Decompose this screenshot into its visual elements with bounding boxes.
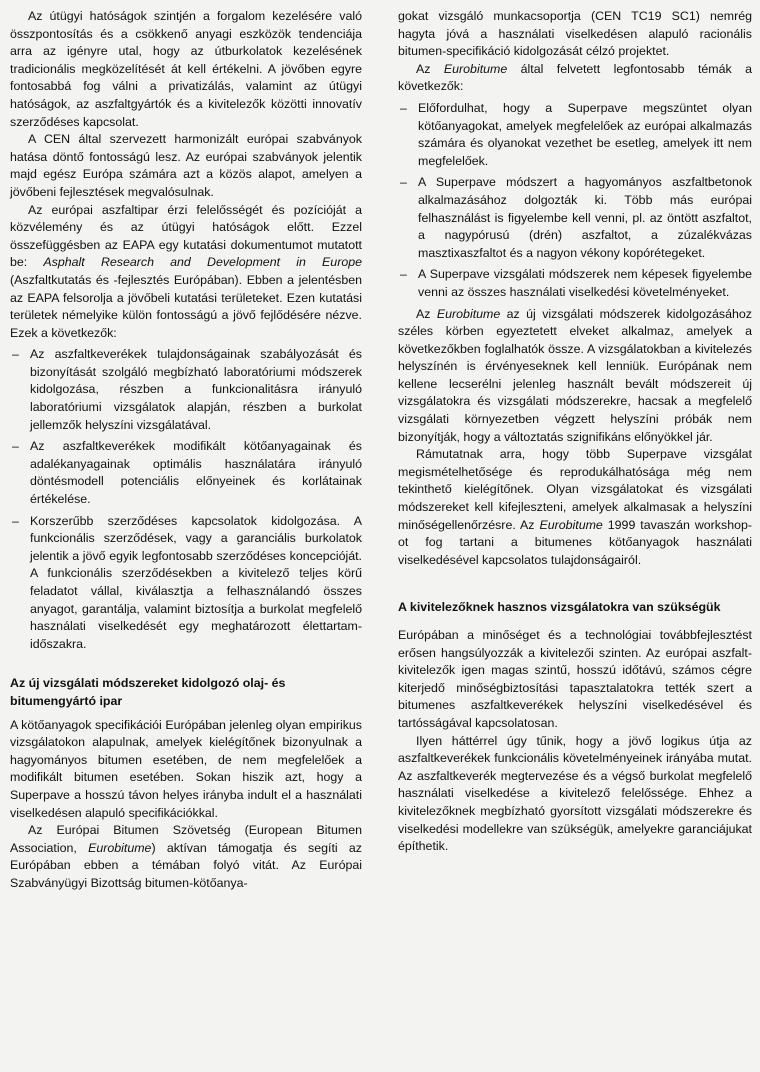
list-item-text: Az aszfaltkeverékek tulajdonságainak szabályozását és bizonyítását szolgáló megbízható laboratóriumi módszerek kidolgozása, részben a funkcionalitásra irányuló laboratóriumi vizsgálatok alapján, részben a burkolat jellemzők helyszíni vizsgálatával. bbox=[30, 347, 362, 432]
text-run: ) aktívan támogatja és segíti az Európában ebben a témában folyó vitát. Az Európai Szabványügyi Bizottság bitumen-kötőanya- bbox=[10, 840, 362, 890]
organization-name: Eurobitume bbox=[443, 61, 508, 76]
organization-name: Eurobitume bbox=[539, 517, 603, 532]
list-item bbox=[398, 100, 752, 170]
paragraph: A kötőanyagok specifikációi Európában jelenleg olyan empirikus vizsgálatokon alapulnak, amelyek kielégítőnek bizonyulnak a hagyományos bitumen esetében, de nem megfelelőek a modifikált bitumen esetében. Sokan hiszik azt, hogy a Superpave a hosszú távon helyes irányba indult el a használati viselkedésen alapuló specifikációkkal. bbox=[10, 717, 362, 820]
report-title: Asphalt Research and Development in Europe bbox=[43, 255, 362, 270]
list-item-text: Az aszfaltkeverékek modifikált kötőanyagainak és adalékanyagainak optimális használatára irányuló döntésmodell potenciális előnyeinek és korlátainak értékelése. bbox=[30, 439, 362, 507]
organization-name: Eurobitume bbox=[88, 840, 152, 855]
text-run: 1999 tavaszán workshop-ot fog tartani a bitumenes kötőanyagok használati viselkedésével kapcsolatos tulajdonságairól. bbox=[398, 517, 752, 567]
left-column bbox=[10, 8, 362, 893]
list-item-text: A Superpave vizsgálati módszerek nem képesek figyelembe venni az összes használati viselkedési követelményeket. bbox=[418, 267, 752, 299]
paragraph bbox=[10, 822, 362, 892]
text-run: Az európai aszfaltipar érzi felelősségét és pozícióját a közvélemény és az útügyi hatóságok előtt. Ezzel összefüggésben az EAPA egy kutatási dokumentumot mutatott be: bbox=[10, 202, 362, 270]
paragraph bbox=[398, 446, 752, 569]
section-heading: A kivitelezőknek hasznos vizsgálatokra van szükségük bbox=[398, 600, 721, 615]
paragraph bbox=[10, 202, 362, 343]
paragraph: Ilyen háttérrel úgy tűnik, hogy a jövő logikus útja az aszfaltkeverékek funkcionális követelményeinek irányába mutat. Az aszfaltkeverék megtervezése és a végső burkolat megfelelő használati viselkedése a kivitelező felelőssége. Ehhez a kivitelezőknek megbízható gyorsított vizsgálati módszerekre és viselkedési modellekre van szükségük, amelyekre garanciájukat építhetik. bbox=[398, 733, 752, 854]
text-run: Az bbox=[416, 61, 444, 76]
paragraph: Az útügyi hatóságok szintjén a forgalom kezelésére való összpontosítás és a csökkenő anyagi eszközök tendenciája arra az igényre utal, hogy az útburkolatok kezelésének tradicionális megközelítését át kell értékelni. A jövőben egyre fontosabbá fog válni a privatizálás, valamint az útügyi hatóságok, az aszfaltgyártók és a kivitelezők közötti innovatív szerződéses kapcsolat. bbox=[10, 9, 362, 129]
list-item-text: Előfordulhat, hogy a Superpave megszüntet olyan kötőanyagokat, amelyek megfelelőek az európai alkalmazás számára és olyanokat vezethet be esetleg, amelyek itt nem megfelelőek. bbox=[418, 100, 752, 168]
text-run: (Aszfaltkutatás és -fejlesztés Európában). Ebben a jelentésben az EAPA felsorolja a jövőbeli kutatási területeket. Ezen kutatási területek némelyike külön fontosságú a jövő fejlődésére nézve. Ezek a következők: bbox=[10, 272, 362, 340]
text-run: Az Európai Bitumen Szövetség (European Bitumen Association, bbox=[10, 823, 362, 855]
dash-bullet: – bbox=[400, 267, 407, 282]
paragraph bbox=[398, 306, 752, 447]
paragraph: A CEN által szervezett harmonizált európai szabványok hatása döntő fontosságú lesz. Az európai szabványok jelentik majd egész Európa számára azt a közös alapot, amelyen a jövőbeni fejlesztések megvalósulnak. bbox=[10, 132, 362, 199]
list-item bbox=[398, 174, 752, 262]
right-column bbox=[398, 8, 752, 856]
list-item-text: A Superpave módszert a hagyományos aszfaltbetonok alkalmazásához dolgozták ki. Több más európai felhasználást is figyelembe kell venni, pl. az öntött aszfaltot, a nagypórusú (drén) aszfaltot, a zúzalékvázas masztixaszfaltot és a nagyon vékony kopórétegeket. bbox=[418, 175, 752, 260]
section-heading: Az új vizsgálati módszereket kidolgozó olaj- és bitumengyártó ipar bbox=[10, 676, 286, 708]
dash-bullet: – bbox=[12, 513, 19, 528]
paragraph: Európában a minőséget és a technológiai továbbfejlesztést erősen hangsúlyozzák a kivitelezői szinten. Az európai aszfalt-kivitelezők igen magas szintű, hosszú időtávú, számos cégre kiterjedő minőségbiztosítási tapasztalatokra tették szert a bitumenes aszfaltkeverékek helyszíni viselkedésével és tartósságával kapcsolatosan. bbox=[398, 628, 752, 730]
text-run: Rámutatnak arra, hogy több Superpave vizsgálat megismételhetősége és reprodukálhatósága még nem tekinthető kielégítőnek. Olyan vizsgálatokat és vizsgálati módszereket kell kifejleszteni, amelyek alkalmasak a helyszíni minőségellenőrzésre. Az bbox=[398, 447, 752, 532]
list-item bbox=[398, 266, 752, 301]
dash-bullet: – bbox=[400, 175, 407, 190]
dash-bullet: – bbox=[12, 347, 19, 362]
text-run: az új vizsgálati módszerek kidolgozásához széles körben egyeztetett elveket alkalmaz, amelyek a következőkben foglalhatók össze. A vizsgálatokban a kivitelezés helyszínén is érvényeseknek kell lenniük. Európának nem kellene lecserélni jelenleg használt bevált módszereit új vizsgálatokra és vizsgálati módszerekre, hacsak a megfelelő vizsgálati környezetben végzett helyszíni próbák nem bizonyítják, hogy a változtatás szignifikáns előnyökkel jár. bbox=[398, 306, 752, 444]
list-item bbox=[10, 513, 362, 654]
text-run: Az bbox=[416, 306, 437, 321]
topics-list bbox=[398, 100, 752, 302]
organization-name: Eurobitume bbox=[436, 306, 501, 321]
list-item bbox=[10, 346, 362, 434]
paragraph bbox=[398, 61, 752, 96]
research-areas-list bbox=[10, 346, 362, 653]
paragraph: gokat vizsgáló munkacsoportja (CEN TC19 SC1) nemrég hagyta jóvá a használati viselkedésen alapuló racionális bitumen-specifikáció kidolgozását célzó projektet. bbox=[398, 9, 752, 59]
text-run: által felvetett legfontosabb témák a következők: bbox=[398, 61, 752, 94]
list-item-text: Korszerűbb szerződéses kapcsolatok kidolgozása. A funkcionális szerződések, vagy a garanciális burkolatok jelentik a jövő egyik legfontosabb szerződéses koncepcióját. A funkcionális szerződésekben a kivitelező teljes körű feladatot vállal, kiválasztja a felhasználandó összes anyagot, garantálja, valamint biztosítja a burkolat megfelelő használati viselkedését egy meghatározott élettartam-időszakra. bbox=[30, 513, 362, 651]
dash-bullet: – bbox=[12, 439, 19, 454]
dash-bullet: – bbox=[400, 100, 407, 115]
list-item bbox=[10, 438, 362, 508]
